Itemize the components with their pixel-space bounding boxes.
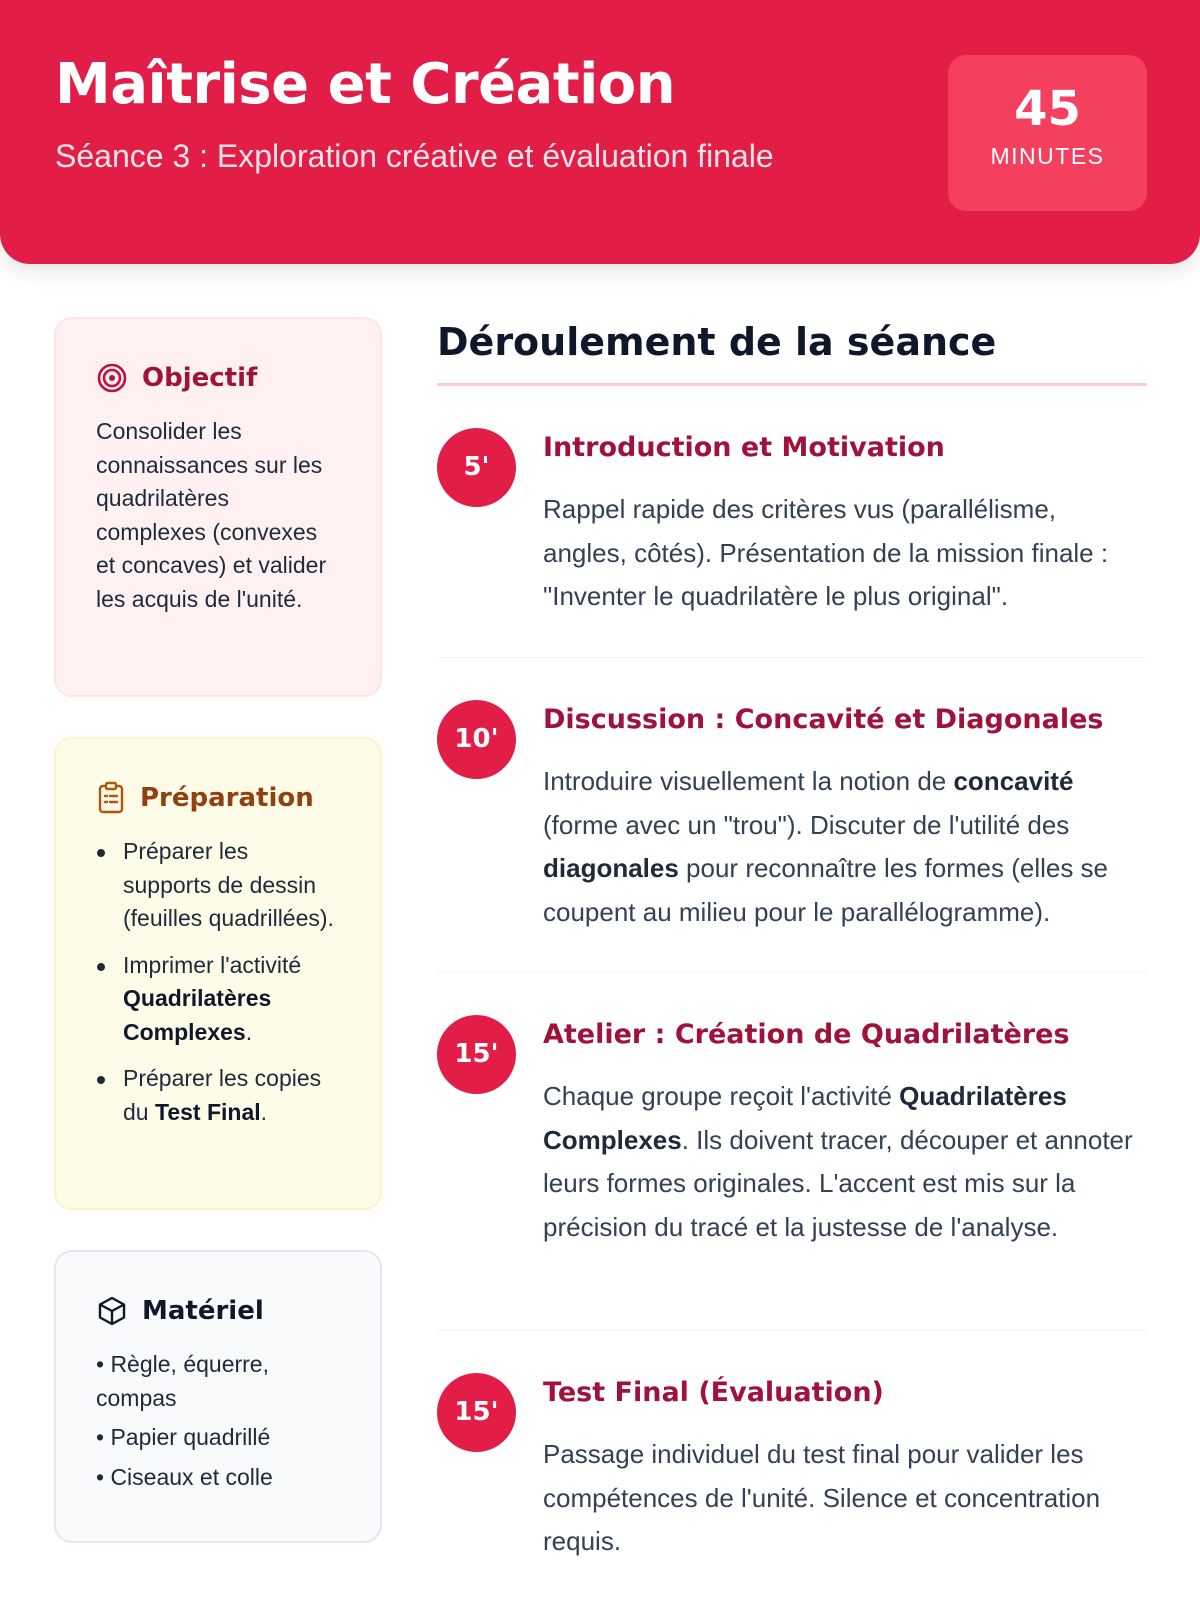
text-run: Préparer les copies du [123,1065,322,1125]
materiel-list [96,1348,342,1494]
objectif-header [96,359,342,397]
step-duration-badge: 5' [437,428,516,507]
emphasis-text: Quadrilatères Complexes [543,1081,1067,1155]
section-divider [437,383,1147,386]
duration-value: 45 [1014,81,1081,137]
materiel-header [96,1292,342,1330]
emphasis-text: concavité [953,766,1074,796]
text-run: Rappel rapide des critères vus (parallélisme, angles, côtés). Présentation de la mission finale : "Inventer le quadrilatère le plus original". [543,494,1109,611]
text-run: Imprimer l'activité [123,951,302,978]
step-description [543,760,1147,934]
materiel-title: Matériel [142,1296,264,1326]
preparation-list [96,835,342,1129]
target-icon [96,362,128,394]
text-run: Préparer les supports de dessin (feuilles quadrillées). [123,838,334,931]
step-divider [437,657,1147,658]
objectif-card [54,317,382,697]
materiel-item: • Ciseaux et colle [96,1463,273,1490]
objectif-text: Consolider les connaissances sur les quadrilatères complexes (convexes et concaves) et valider les acquis de l'unité. [96,418,327,612]
duration-badge [948,55,1147,211]
step-divider [437,1330,1147,1331]
emphasis-text: Test Final [154,1098,261,1125]
step-description [543,1075,1147,1249]
preparation-header [96,779,342,817]
text-run: . [260,1098,268,1125]
preparation-card [54,737,382,1210]
materiel-item: • Papier quadrillé [96,1424,271,1450]
section-title: Déroulement de la séance [437,320,997,364]
page-title: Maîtrise et Création [55,52,676,117]
preparation-item [96,835,342,936]
step-divider [437,972,1147,973]
step-title: Atelier : Création de Quadrilatères [543,1019,1070,1050]
text-run: Chaque groupe reçoit l'activité [543,1081,900,1111]
preparation-item [96,1062,342,1129]
text-run: . Ils doivent tracer, découper et annoter leurs formes originales. L'accent est mis sur la précision du tracé et la justesse de l'analyse. [543,1124,1133,1242]
text-run: (forme avec un "trou"). Discuter de l'utilité des [543,809,1070,840]
step-description [543,1433,1147,1564]
text-run: Introduire visuellement la notion de [543,766,954,796]
step-title: Test Final (Évaluation) [543,1377,884,1408]
step-title: Discussion : Concavité et Diagonales [543,704,1104,735]
text-run: . [245,1018,253,1045]
clipboard-icon [96,781,126,815]
emphasis-text: diagonales [543,853,679,883]
step-duration-badge: 10' [437,700,516,779]
duration-unit: MINUTES [990,143,1105,169]
step-description [543,488,1147,619]
emphasis-text: Quadrilatères Complexes [123,985,272,1045]
materiel-card [54,1250,382,1543]
header-banner [0,0,1200,264]
preparation-item [96,949,342,1050]
preparation-title: Préparation [140,783,314,813]
text-run: Passage individuel du test final pour valider les compétences de l'unité. Silence et concentration requis. [543,1439,1101,1556]
objectif-title: Objectif [142,363,258,393]
cube-icon [96,1295,128,1327]
text-run: pour reconnaître les formes (elles se coupent au milieu pour le parallélogramme). [543,853,1109,927]
page-subtitle: Séance 3 : Exploration créative et évaluation finale [55,138,774,174]
materiel-item: • Règle, équerre, compas [96,1351,269,1411]
step-duration-badge: 15' [437,1373,516,1452]
step-title: Introduction et Motivation [543,432,945,463]
step-duration-badge: 15' [437,1015,516,1094]
